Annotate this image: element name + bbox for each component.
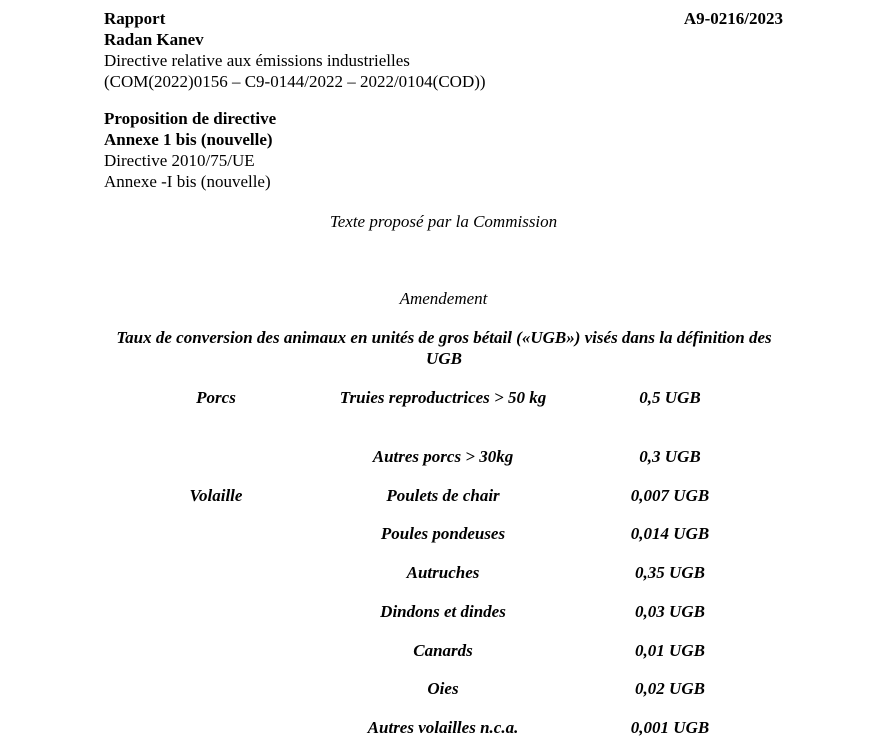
directive-number: Directive 2010/75/UE	[104, 151, 255, 170]
row-animal: Poulets de chair	[386, 486, 500, 505]
row-animal: Autres volailles n.c.a.	[367, 718, 519, 737]
row-animal: Poules pondeuses	[380, 524, 506, 543]
row-animal: Oies	[427, 679, 459, 698]
document-reference: A9-0216/2023	[683, 9, 783, 28]
row-animal: Canards	[413, 641, 473, 660]
report-label: Rapport	[104, 9, 166, 28]
row-value: 0,01 UGB	[635, 641, 705, 660]
row-value: 0,5 UGB	[639, 388, 701, 407]
procedure-reference: (COM(2022)0156 – C9-0144/2022 – 2022/0104(COD))	[104, 72, 486, 91]
row-category: Porcs	[196, 388, 236, 407]
report-title: Directive relative aux émissions industrielles	[104, 51, 410, 70]
row-category: Volaille	[189, 486, 243, 505]
row-value: 0,007 UGB	[630, 486, 710, 505]
proposal-block	[104, 108, 276, 192]
annex-reference: Annexe -I bis (nouvelle)	[104, 172, 271, 191]
row-value: 0,35 UGB	[635, 563, 705, 582]
row-animal: Autruches	[406, 563, 480, 582]
row-value: 0,02 UGB	[635, 679, 705, 698]
row-animal: Autres porcs > 30kg	[372, 447, 514, 466]
row-animal: Truies reproductrices > 50 kg	[339, 388, 547, 407]
amendment-heading: Amendement	[399, 289, 488, 308]
annex-heading: Annexe 1 bis (nouvelle)	[104, 130, 273, 149]
rapporteur-name: Radan Kanev	[104, 30, 204, 49]
commission-text-heading: Texte proposé par la Commission	[329, 212, 558, 231]
proposal-heading: Proposition de directive	[104, 109, 277, 128]
table-title: Taux de conversion des animaux en unités de gros bétail («UGB») visés dans la définition des UGB	[116, 328, 772, 368]
row-value: 0,3 UGB	[639, 447, 701, 466]
row-value: 0,001 UGB	[630, 718, 710, 737]
row-value: 0,014 UGB	[630, 524, 710, 543]
row-value: 0,03 UGB	[635, 602, 705, 621]
row-animal: Dindons et dindes	[380, 602, 506, 621]
